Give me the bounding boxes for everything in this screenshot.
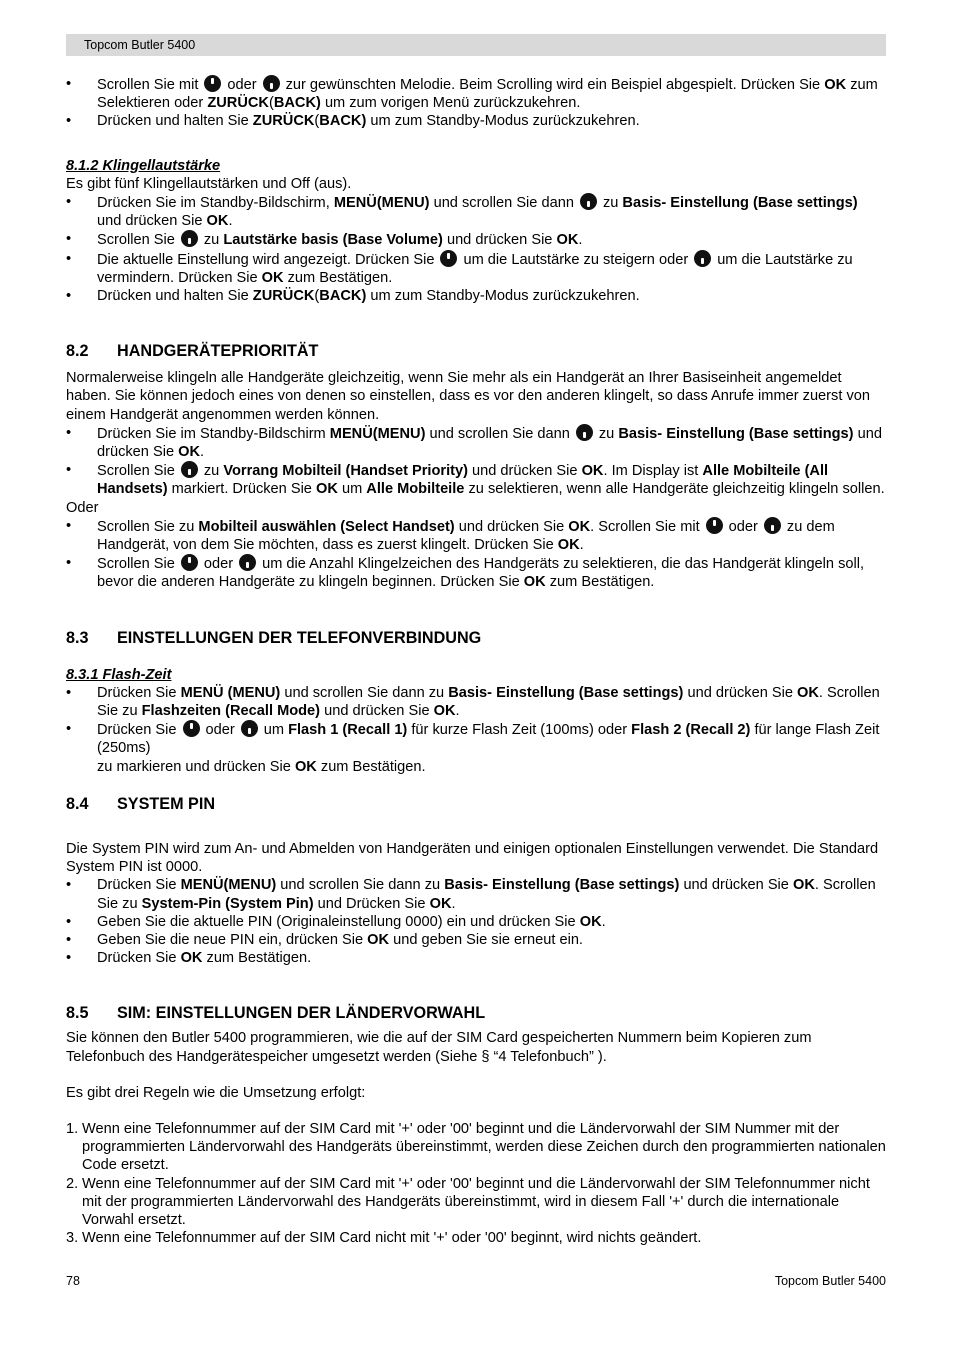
- scroll-down-icon: [241, 720, 258, 737]
- paragraph: Es gibt drei Regeln wie die Umsetzung erfolgt:: [66, 1084, 366, 1101]
- scroll-up-icon: [706, 517, 723, 534]
- paragraph: Sie können den Butler 5400 programmieren, wie die auf der SIM Card gespeicherten Nummern beim Kopieren zum Telefonbuch des Handgerätespeicher umgesetzt werden (Siehe § “4 Telefonbuch” ).: [66, 1030, 812, 1065]
- rules-list: [66, 1120, 886, 1247]
- list-item: • Scrollen Sie oder um die Anzahl Klingelzeichen des Handgeräts zu selektieren, die das Handgerät klingeln soll, bevor die anderen Handgeräte zu klingeln beginnen. Drücken Sie OK zum Bestätigen.: [66, 554, 886, 591]
- list-item: • Drücken Sie OK zum Bestätigen.: [66, 949, 886, 967]
- section-heading: 8.3 EINSTELLUNGEN DER TELEFONVERBINDUNG: [66, 628, 482, 647]
- page-number: 78: [66, 1274, 80, 1288]
- scroll-down-icon: [580, 193, 597, 210]
- scroll-up-icon: [204, 75, 221, 92]
- list-item: • Drücken Sie im Standby-Bildschirm MENÜ(MENU) und scrollen Sie dann zu Basis- Einstellung (Base settings) und drücken Sie OK.: [66, 424, 886, 461]
- scroll-up-icon: [181, 554, 198, 571]
- page-header: [66, 34, 886, 56]
- list-item: 3. Wenn eine Telefonnummer auf der SIM Card nicht mit '+' oder '00' beginnt, wird nichts geändert.: [66, 1230, 702, 1247]
- pin-bullets: [66, 876, 886, 967]
- section-heading: 8.5 SIM: EINSTELLUNGEN DER LÄNDERVORWAHL: [66, 1004, 486, 1023]
- footer-title: Topcom Butler 5400: [774, 1274, 886, 1288]
- list-item: 1. Wenn eine Telefonnummer auf der SIM Card mit '+' oder '00' beginnt und die Ländervorwahl der SIM Nummer mit der programmierten Ländervorwahl des Handgeräts übereinstimmt, werden diese Zeichen durch den programmierten nationalen Code ersetzt.: [66, 1120, 886, 1174]
- list-item: • Drücken Sie MENÜ(MENU) und scrollen Sie dann zu Basis- Einstellung (Base settings) und drücken Sie OK. Scrollen Sie zu System-Pin (System Pin) und Drücken Sie OK.: [66, 876, 886, 912]
- scroll-down-icon: [694, 250, 711, 267]
- paragraph: Oder: [66, 499, 99, 516]
- section-heading: 8.2 HANDGERÄTEPRIORITÄT: [66, 342, 319, 361]
- scroll-down-icon: [263, 75, 280, 92]
- scroll-down-icon: [181, 461, 198, 478]
- paragraph: Normalerweise klingeln alle Handgeräte gleichzeitig, wenn Sie mehr als ein Handgerät an Ihrer Basiseinheit angemeldet haben. Sie können jedoch eines von denen so einstellen, dass es vor den anderen klingelt, so dass Anrufe immer zuerst von einem Handgerät angenommen werden können.: [66, 370, 870, 423]
- list-item: 2. Wenn eine Telefonnummer auf der SIM Card mit '+' oder '00' beginnt und die Ländervorwahl der SIM Telefonnummer nicht mit der programmierten Ländervorwahl des Handgeräts übereinstimmt, wird in diesem Fall '+' durch die internationale Vorwahl ersetzt.: [66, 1175, 870, 1228]
- list-item: • Drücken Sie oder um Flash 1 (Recall 1) für kurze Flash Zeit (100ms) oder Flash 2 (Recall 2) für lange Flash Zeit (250ms) zu markieren und drücken Sie OK zum Bestätigen.: [66, 720, 886, 776]
- priority-bullets: [66, 424, 886, 499]
- scroll-down-icon: [576, 424, 593, 441]
- subsection-title: 8.3.1 Flash-Zeit: [66, 666, 172, 683]
- priority-bullets-alt: [66, 517, 886, 592]
- header-title: Topcom Butler 5400: [84, 38, 196, 52]
- list-item: • Drücken und halten Sie ZURÜCK(BACK) um zum Standby-Modus zurückzukehren.: [66, 112, 886, 130]
- melody-bullets: [66, 75, 886, 131]
- scroll-down-icon: [239, 554, 256, 571]
- paragraph: Es gibt fünf Klingellautstärken und Off (aus).: [66, 175, 352, 192]
- list-item: • Drücken Sie im Standby-Bildschirm, MENÜ(MENU) und scrollen Sie dann zu Basis- Einstellung (Base settings) und drücken Sie OK.: [66, 193, 886, 230]
- list-item: • Geben Sie die aktuelle PIN (Originaleinstellung 0000) ein und drücken Sie OK.: [66, 913, 886, 931]
- section-heading: 8.4 SYSTEM PIN: [66, 794, 216, 813]
- subsection-title: 8.1.2 Klingellautstärke: [66, 157, 221, 174]
- scroll-down-icon: [181, 230, 198, 247]
- list-item: • Drücken Sie MENÜ (MENU) und scrollen Sie dann zu Basis- Einstellung (Base settings) und drücken Sie OK. Scrollen Sie zu Flashzeiten (Recall Mode) und drücken Sie OK.: [66, 684, 886, 720]
- scroll-down-icon: [764, 517, 781, 534]
- list-item: • Scrollen Sie zu Vorrang Mobilteil (Handset Priority) und drücken Sie OK. Im Display ist Alle Mobilteile (All Handsets) markiert. Drücken Sie OK um Alle Mobilteile zu selektieren, wenn alle Handgeräte gleichzeitig klingeln sollen.: [66, 461, 886, 498]
- scroll-up-icon: [440, 250, 457, 267]
- volume-bullets: [66, 193, 886, 305]
- list-item: • Scrollen Sie mit oder zur gewünschten Melodie. Beim Scrolling wird ein Beispiel abgespielt. Drücken Sie OK zum Selektieren oder ZURÜCK(BACK) um zum vorigen Menü zurückzukehren.: [66, 75, 886, 112]
- list-item: • Die aktuelle Einstellung wird angezeigt. Drücken Sie um die Lautstärke zu steigern oder um die Lautstärke zu vermindern. Drücken Sie OK zum Bestätigen.: [66, 250, 886, 287]
- page-content: [66, 75, 886, 1247]
- flash-bullets: [66, 684, 886, 776]
- list-item: • Scrollen Sie zu Mobilteil auswählen (Select Handset) und drücken Sie OK. Scrollen Sie mit oder zu dem Handgerät, von dem Sie möchten, dass es zuerst klingelt. Drücken Sie OK.: [66, 517, 886, 554]
- list-item: • Geben Sie die neue PIN ein, drücken Sie OK und geben Sie sie erneut ein.: [66, 931, 886, 949]
- list-item: • Scrollen Sie zu Lautstärke basis (Base Volume) und drücken Sie OK.: [66, 230, 886, 249]
- list-item: • Drücken und halten Sie ZURÜCK(BACK) um zum Standby-Modus zurückzukehren.: [66, 287, 886, 305]
- scroll-up-icon: [183, 720, 200, 737]
- paragraph: Die System PIN wird zum An- und Abmelden von Handgeräten und einigen optionalen Einstellungen verwendet. Die Standard System PIN ist 0000.: [66, 840, 879, 876]
